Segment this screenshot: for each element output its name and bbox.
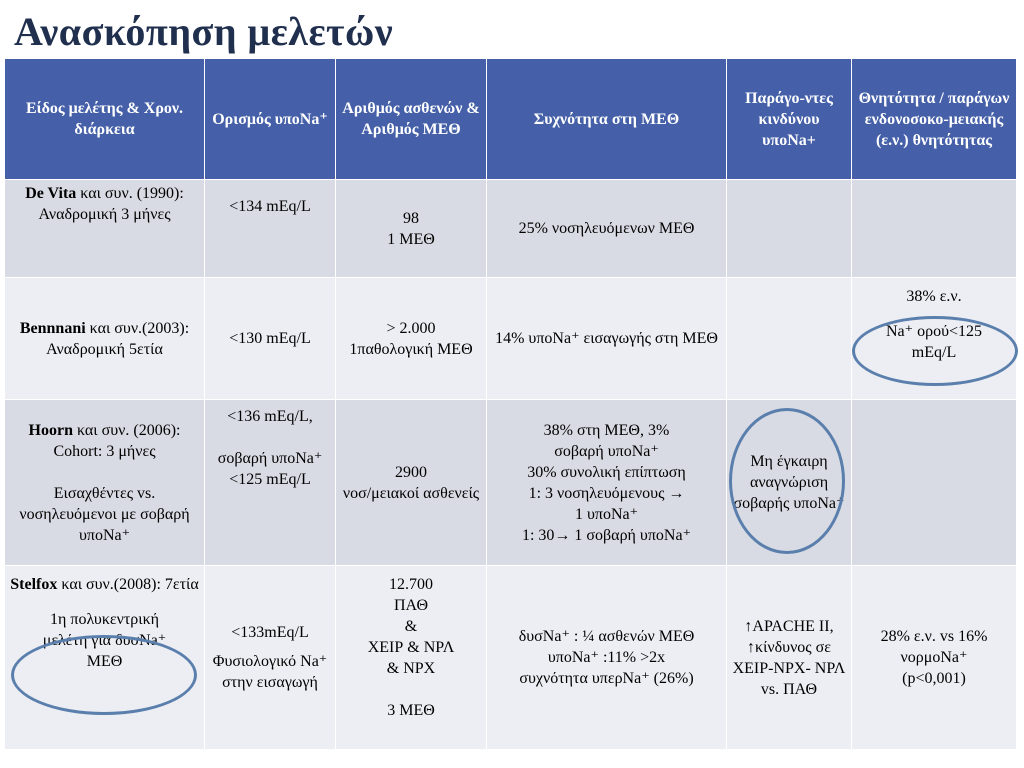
frequency-line: υποNa⁺ :11% >2x [547,649,666,666]
risk-line: ↑κίνδυνος σε ΧΕΙΡ-ΝΡΧ- ΝΡΛ vs. ΠΑΘ [732,638,846,698]
study-author: Stelfox [10,576,58,593]
frequency-line: 1 υποNa⁺ [574,505,639,523]
patients-line: & [404,618,418,635]
patients-line: 1 ΜΕΘ [387,230,435,248]
study-type-cell [5,400,205,566]
header-risk-factors: Παράγο-ντες κινδύνου υποNa+ [727,59,852,180]
study-author: Bennnani [19,319,86,337]
definition-line: Φυσιολογικό Na⁺ στην εισαγωγή [212,653,328,691]
table-row [5,180,1017,278]
mortality-cell [852,566,1017,750]
study-population: Εισαχθέντες vs. νοσηλευόμενοι με σοβαρή υποNa⁺ [19,484,190,544]
header-frequency: Συχνότητα στη ΜΕΘ [487,59,727,180]
definition-cell [205,400,336,566]
header-study-type: Είδος μελέτης & Χρον. διάρκεια [5,59,205,180]
definition-cell [205,566,336,750]
study-note: 1η πολυκεντρική [50,611,159,628]
study-design: Cohort: 3 μήνες [53,442,156,460]
definition-line: <133mEq/L [231,624,309,641]
study-details: και συν.(2003): Αναδρομική 5ετία [46,319,190,358]
risk-line: ↑APACHE II, [744,617,834,635]
studies-table [4,58,1017,750]
frequency-line: συχνότητα υπερNa⁺ (26%) [519,670,694,687]
mortality-line: 28% ε.ν. vs 16% νορμοNa⁺ [880,628,988,666]
frequency-cell [487,566,727,750]
header-patients: Αριθμός ασθενών & Αριθμός ΜΕΘ [336,59,487,180]
study-author: De Vita [25,185,77,202]
patients-line: 2900 [395,463,427,481]
frequency-line: 1: 3 νοσηλευόμενους → [528,484,685,502]
table-row [5,566,1017,750]
mortality-note: Na⁺ ορού<125 mEq/L [885,323,983,361]
frequency-cell: 14% υποNa⁺ εισαγωγής στη ΜΕΘ [487,278,727,400]
frequency-cell [487,400,727,566]
patients-line: 12.700 [389,576,433,593]
table-row [5,278,1017,400]
study-author: Hoorn [28,421,73,439]
patients-line: > 2.000 [386,319,436,337]
patients-line: ΠΑΘ [393,597,428,614]
study-details: και συν. (2006): [72,421,181,439]
study-details: και συν.(2008): 7ετία [57,576,199,593]
study-details: και συν. (1990): Αναδρομική 3 μήνες [38,185,184,223]
patients-line: 98 [403,209,419,227]
mortality-value: 38% ε.ν. [906,288,962,305]
mortality-cell [852,400,1017,566]
mortality-cell [852,180,1017,278]
header-row [5,59,1017,180]
patients-cell [336,278,487,400]
definition-cell: <134 mEq/L [205,180,336,278]
study-type-cell [5,278,205,400]
mortality-line: (p<0,001) [902,670,966,687]
page-title: Ανασκόπηση μελετών [14,9,394,54]
risk-cell [727,278,852,400]
study-type-cell [5,566,205,750]
frequency-line: 1: 30→ 1 σοβαρή υποNa⁺ [521,526,692,544]
patients-line: 1παθολογική ΜΕΘ [349,340,473,358]
patients-line: ΧΕΙΡ & ΝΡΛ [367,639,455,656]
patients-line: 3 ΜΕΘ [387,702,435,719]
study-note: μελέτη για δυσNa⁺ ΜΕΘ [42,632,167,670]
patients-cell [336,400,487,566]
frequency-line: δυσNa⁺ : ¼ ασθενών ΜΕΘ [518,628,695,645]
patients-line: νοσ/μειακοί ασθενείς [342,484,480,502]
patients-cell [336,180,487,278]
mortality-cell [852,278,1017,400]
frequency-line: 30% συνολική επίπτωση [527,463,686,481]
risk-cell [727,180,852,278]
header-definition: Ορισμός υποNa⁺ [205,59,336,180]
definition-cell: <130 mEq/L [205,278,336,400]
table-row [5,400,1017,566]
study-type-cell [5,180,205,278]
patients-line: & ΝΡΧ [386,660,436,677]
frequency-cell: 25% νοσηλευόμενων ΜΕΘ [487,180,727,278]
patients-cell [336,566,487,750]
header-mortality: Θνητότητα / παράγων ενδονοσοκο-μειακής (ε.ν.) θνητότητας [852,59,1017,180]
risk-cell [727,566,852,750]
definition-line: <136 mEq/L, [227,408,313,425]
definition-line: σοβαρή υποNa⁺ <125 mEq/L [217,450,323,488]
risk-cell: Μη έγκαιρη αναγνώριση σοβαρής υποNa⁺ [727,400,852,566]
frequency-line: 38% στη ΜΕΘ, 3% σοβαρή υποNa⁺ [543,421,670,460]
